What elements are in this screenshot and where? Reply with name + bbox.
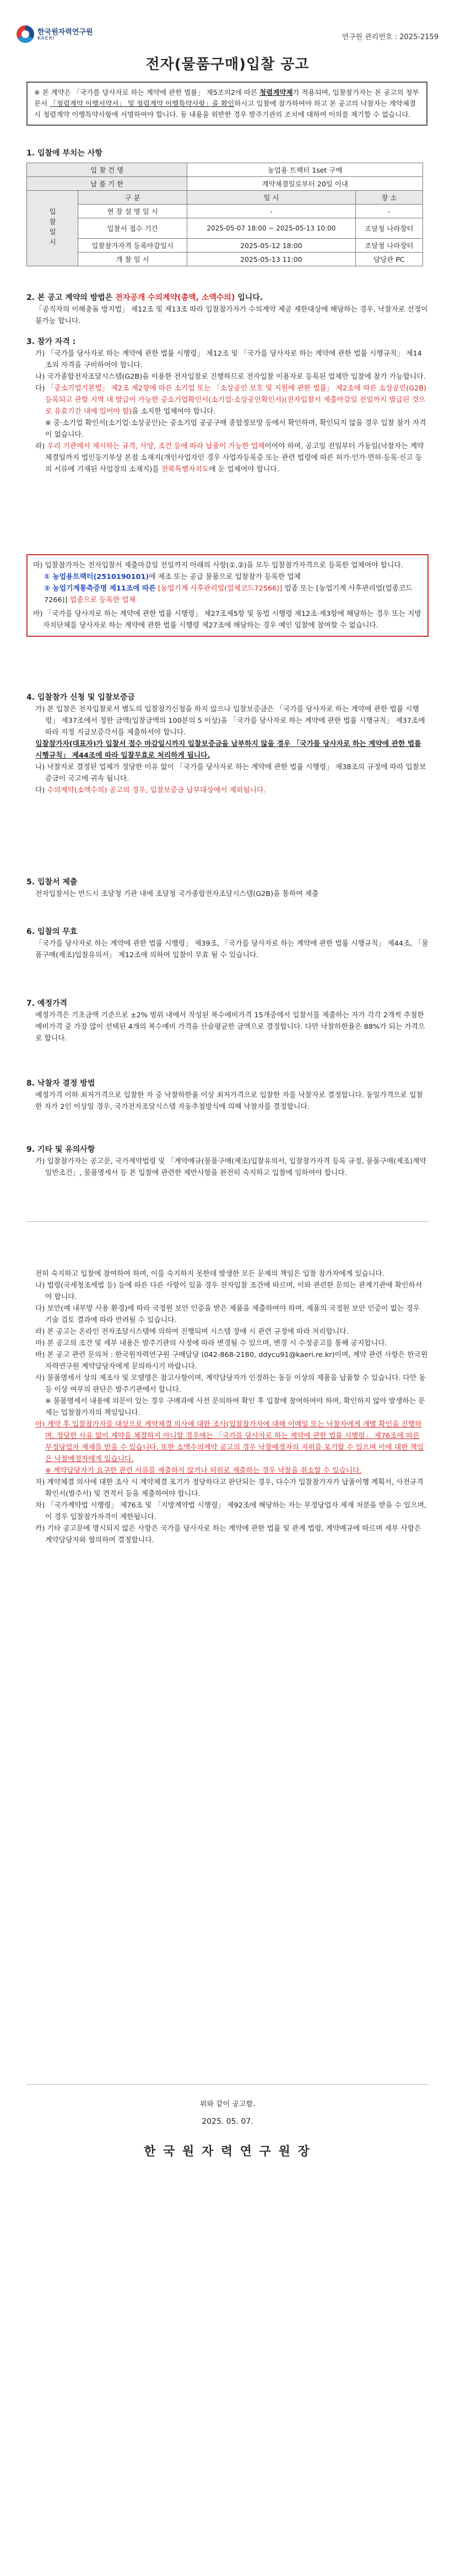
item-prefix: 다) — [35, 786, 47, 795]
kaeri-logo — [17, 23, 93, 45]
table-row — [27, 253, 423, 266]
list-item: 가) 「국가를 당사자로 하는 계약에 관한 법률 시행령」 제12조 및 「국가를 당사자로 하는 계약에 관한 법률 시행규칙」 제14조의 자격을 구비하여야 합니다. — [35, 350, 422, 369]
list-note: ※ 물품명세서 내용에 의문이 있는 경우 구매과에 사전 문의하여 확인 후 입찰에 참여하여야 하며, 확인하지 않아 발생하는 문제는 입찰참가자의 책임입니다. — [45, 1397, 425, 1417]
bid-info-table — [26, 163, 423, 266]
item-prefix: 다) — [35, 384, 47, 393]
list-item: 바) 「국가를 당사자로 하는 계약에 관한 법률 시행령」 제27조제5항 및 동법 시행령 제12조·제3항에 해당하는 경우 또는 지방자치단체를 당사자로 하는 계약에 관한 법률 시행령 제27조에 해당하는 경우 예인 입찰에 참여할 수 없습니다. — [33, 610, 421, 630]
item-rest: 이어야 하며, 공고일 전일부터 가동일(낙찰자는 계약체결일까지 법인등기부상 본점 소재지(개인사업자인 경우 사업자등록증 또는 관련 법령에 따른 허가·인가·면허·등록·신고 등의 서류에 기재된 사업장의 소재지)를 — [45, 442, 424, 474]
logo-english: KAERI — [37, 36, 55, 41]
additional-notes — [26, 1268, 429, 1546]
list-item: 자) 계약체결 의사에 대한 조사 시 계약체결 포기가 정당하다고 판단되는 경우, 다수가 입찰참가자가 납품이행 계획서, 사전규격확인서(발주서) 및 견적서 등을 제출하여야 합니다. — [35, 1478, 424, 1498]
item-prefix: 라) — [35, 442, 47, 450]
red-list-note: ※ 계약담당자가 요구한 관련 서류를 제출하지 않거나 허위로 제출하는 경우 낙찰을 취소할 수 있습니다. — [45, 1467, 362, 1475]
table-row — [27, 191, 423, 205]
requirement-1 — [44, 571, 422, 583]
section-8-body: 예정가격 이하 최저가격으로 입찰한 자 중 낙찰하한율 이상 최저가격으로 입찰한 자를 낙찰자로 결정합니다. 동일가격으로 입찰한 자가 2인 이상일 경우, 국가전자조달시스템 자동추첨방식에 의해 낙찰자를 결정합니다. — [35, 1091, 423, 1111]
requirement-1-rest: 에 제조 또는 공급 물품으로 입찰참가 등록한 업체 — [149, 573, 301, 581]
notice-underline-2: 「청렴계약 이행서약서」 및 청렴계약 이행특약사항」을 확인 — [50, 99, 235, 108]
column-header: 구 분 — [78, 191, 187, 205]
table-row — [27, 239, 423, 253]
issuer-name: 한 국 원 자 력 연 구 원 장 — [144, 2145, 311, 2159]
row-value: 계약체결일로부터 20일 이내 — [187, 177, 423, 191]
kaeri-emblem-icon — [17, 25, 34, 43]
list-item: 나) 국가종합전자조달시스템(G2B)을 이용한 전자입찰로 진행하므로 전자입찰 이용자로 등록된 업체만 입찰에 참가 가능합니다. — [35, 373, 426, 381]
section-9 — [26, 1144, 429, 1179]
list-item: 나) 낙찰자로 결정된 업체가 정당한 이유 없이 「국가를 당사자로 하는 계약에 관한 법률 시행령」 제38조의 규정에 따라 입찰보증금이 국고에 귀속 됩니다. — [35, 763, 426, 783]
page-break-divider — [26, 1221, 429, 1222]
schedule-item: 입찰서 접수 기간 — [78, 218, 187, 239]
deposit-warning: 입찰참가자(대표자)가 입찰서 접수 마감일시까지 입찰보증금을 납부하지 않을 경우 「국가를 당사자로 하는 계약에 관한 법률 시행규칙」 제44조에 따라 입찰무효로 처리하게 됩니다. — [35, 740, 421, 760]
section-6 — [26, 926, 429, 961]
list-item: 가) 본 입찰은 전자입찰로서 별도의 입찰참가신청을 하지 않으나 입찰보증금은 「국가를 당사자로 하는 계약에 관한 법률 시행령」 제37조에서 정한 금액(입찰금액의 100분의 5 이상)을 「국가를 당사자로 하는 계약에 관한 법률 시행규칙」 제37조에 따라 지정 지급보증각서를 제출하셔야 합니다. — [35, 705, 425, 737]
contract-method: 전자공개 수의계약(총액, 소액수의) — [115, 293, 235, 302]
schedule-place: 조달청 나라장터 — [355, 239, 423, 253]
list-item: 다) 보안(예 내부망 사용 환경)에 따라 국정원 보안 인증을 받은 제품을 제출하여야 하며, 제품의 국정원 보안 인증이 없는 경우 기술 검토 결과에 따라 반려될 수 있습니다. — [35, 1305, 420, 1324]
column-header: 장 소 — [355, 191, 423, 205]
section-2-body: 「공직자의 이해충돌 방지법」 제12조 및 제13조 따라 입찰참가자가 수의계약 제공 제한대상에 해당하는 경우, 낙찰자로 선정이 불가능 합니다. — [35, 305, 428, 325]
requirement-2-tail: 업종으로 등록한 업체 — [69, 596, 136, 604]
box-lead: 마) 입찰참가자는 전자입찰서 제출마감일 전일까지 아래의 사항(①,②)을 모두 입찰참가자격으로 등록한 업체여야 합니다. — [33, 561, 403, 570]
announcement-date: 2025. 05. 07. — [202, 2117, 253, 2126]
schedule-side-label: 입찰일시 — [27, 191, 78, 266]
schedule-date: 2025-05-07 18:00 ~ 2025-05-13 10:00 — [187, 218, 355, 239]
item-rest: 을 소지한 업체여야 합니다. — [132, 407, 216, 416]
row-value: 농업용 트랙터 1set 구매 — [187, 163, 423, 177]
supply-red-text: 우리 기관에서 제시하는 규격, 사양, 조건 등에 따라 납품이 가능한 업체 — [47, 442, 265, 450]
row-label: 납 품 기 한 — [27, 177, 187, 191]
section-5-body: 전자입찰서는 반드시 조달청 기관 내에 조달청 국가종합전자조달시스템(G2B)을 통하여 제출 — [35, 890, 319, 898]
document-number — [342, 31, 438, 41]
table-row — [27, 177, 423, 191]
list-item: 마) 본 공고의 조건 및 세부 내용은 발주기관의 사정에 따라 변경될 수 있으며, 변경 시 수정공고를 통해 공지합니다. — [35, 1339, 387, 1348]
list-item: 전히 숙지하고 입찰에 참여하여 하며, 이를 숙지하지 못한데 발생한 모든 문제의 책임은 입찰 참가자에게 있습니다. — [35, 1270, 384, 1278]
requirement-2-red: [농업기계 사후관리업(업체코드72566)] — [155, 584, 283, 593]
registration-requirement-box — [26, 554, 429, 637]
section-9-heading: 9. 기타 및 유의사항 — [26, 1145, 95, 1154]
list-note: ※ 중·소기업 확인서(소기업·소상공인)는 중소기업 공공구매 종합정보망 등에서 확인하며, 확인되지 않을 경우 입찰 참가 자격이 없습니다. — [45, 419, 426, 439]
column-header: 일 시 — [187, 191, 355, 205]
list-item: 나) 법령(국세청조세법 등) 등에 따른 다른 사항이 있을 경우 전자입찰 조건에 따르며, 이와 관련한 문의는 관계기관에 확인하셔야 합니다. — [35, 1281, 422, 1301]
list-item — [35, 383, 429, 417]
section-4 — [26, 692, 429, 796]
section-7-body: 예정가격은 기초금액 기준으로 ±2% 범위 내에서 작성된 복수예비가격 15개중에서 입찰서를 제출하는 자가 각각 2개씩 추첨한 예비가격 중 가장 많이 선택된 4개의 복수예비 가격을 산술평균한 금액으로 결정합니다. 다만 낙찰하한율은 88%가 되는 가격으로 합니다. — [35, 1011, 425, 1043]
section-8 — [26, 1078, 429, 1113]
section-1-heading: 1. 입찰에 부치는 사항 — [26, 149, 102, 158]
section-7 — [26, 998, 429, 1044]
section-3-heading: 3. 참가 자격 : — [26, 337, 76, 346]
notice-underline-1: 청렴계약제 — [259, 88, 293, 96]
table-row — [27, 163, 423, 177]
section-6-heading: 6. 입찰의 무효 — [26, 927, 78, 936]
schedule-place: 조달청 나라장터 — [355, 218, 423, 239]
section-2-heading-text: 2. 본 공고 계약의 방법은 — [26, 293, 116, 302]
schedule-item: 개 찰 일 시 — [78, 253, 187, 266]
schedule-place: 담당관 PC — [355, 253, 423, 266]
footer-divider — [26, 2084, 429, 2085]
notice-text-2: 가 적용되며, 입찰참가자는 본 공고의 청부문서 — [34, 88, 419, 108]
requirement-2-blue: ② 농업기계통측증명 제11조에 따른 — [44, 584, 156, 593]
schedule-item: 입찰참가자격 등록마감일시 — [78, 239, 187, 253]
section-2-heading-end: 입니다. — [235, 293, 263, 302]
list-item: 차) 「국가계약법 시행령」 제76조 및 「지방계약법 시행령」 제92조에 해당하는 자는 부정당업자 제재 처분을 받을 수 있으며, 이 경우 입찰참가자격이 제한됩니다. — [35, 1501, 427, 1521]
region-red-text: 전북특별자치도 — [161, 465, 209, 474]
deposit-exemption: 수의계약(소액수의) 공고의 경우, 입찰보증금 납부대상에서 제외됩니다. — [47, 786, 266, 795]
section-1 — [26, 148, 429, 266]
schedule-date: 2025-05-12 18:00 — [187, 239, 355, 253]
section-5-heading: 5. 입찰서 제출 — [26, 878, 78, 887]
section-4-heading: 4. 입찰참가 신청 및 입찰보증금 — [26, 693, 135, 702]
section-5 — [26, 877, 429, 900]
integrity-notice — [26, 82, 427, 126]
list-item: 라) 본 공고는 온라인 전자조달시스템에 의하여 진행되며 시스템 장애 시 관련 규정에 따라 처리합니다. — [35, 1328, 349, 1336]
requirement-2 — [44, 583, 422, 606]
schedule-date: - — [187, 205, 355, 218]
notice-text-1: ※ 본 계약은 「국가를 당사자로 하는 계약에 관한 법률」 제5조의2에 따른 — [34, 88, 260, 96]
list-item: 가) 입찰참가자는 공고문, 국가계약법령 및 「계약예규(물품구매(제조)입찰유의서, 입찰참가자격 등록 규정, 물품구매(제조)계약일반조건」, 물품명세서 등 본 입찰에 관련한 제반사항을 완전히 숙지하고 입찰에 임하여야 합니다. — [35, 1157, 426, 1177]
section-2-heading — [26, 292, 429, 304]
list-item: 사) 물품명세서 상의 제조사 및 모델명은 참고사항이며, 계약담당자가 인정하는 동등 이상의 제품을 납품할 수 있습니다. 다만 동등 이상 여부의 판단은 발주기관에서 합니다. — [35, 1374, 426, 1394]
row-label: 입 찰 건 명 — [27, 163, 187, 177]
requirement-1-blue: ① 농업용트랙터(2510190101) — [44, 573, 149, 581]
schedule-date: 2025-05-13 11:00 — [187, 253, 355, 266]
table-row — [27, 218, 423, 239]
section-8-heading: 8. 낙찰자 결정 방법 — [26, 1079, 95, 1088]
section-3 — [26, 336, 429, 475]
section-2 — [26, 292, 429, 327]
logo-korean: 한국원자력연구원 — [37, 28, 93, 36]
announcement-line: 위와 같이 공고함. — [199, 2100, 256, 2108]
notice-text-3: 하시고 입찰에 참가하여야 하고 본 공고의 낙찰자는 계약체결 시 청렴계약 이행특약사항에 서명하여야 합니다. 동 내용을 위반한 경우 발주기관의 조치에 대하여 이의를 제기할 수 없습니다. — [34, 99, 416, 119]
header — [17, 23, 438, 45]
doc-number-value: 2025-2159 — [399, 33, 438, 41]
section-7-heading: 7. 예정가격 — [26, 999, 68, 1008]
list-item: 바) 본 공고 관련 문의처 : 한국원자력연구원 구매담당 (042-868-2180, ddycu91@kaeri.re.kr)이며, 계약 관련 사항은 한국원자력연구원 계약담당자에게 문의하시기 바랍니다. — [35, 1351, 428, 1371]
schedule-place: - — [355, 205, 423, 218]
page-title: 전자(물품구매)입찰 공고 — [145, 56, 310, 73]
qualification-red-text: 「중소기업기본법」 제2조 제2항에 따른 소기업 또는 「소상공인 보호 및 지원에 관한 법률」 제2조에 따른 소상공인(G2B) 등록되고 관할 지역 내 발급이 가능한 중소기업확인서(소기업·소상공인확인서)(전자입찰서 제출마감일 전일까지 발급된 것으로 유효기간 내에 있어야 함) — [45, 384, 427, 416]
list-item: 카) 기타 공고문에 명시되지 않은 사항은 국가를 당사자로 하는 계약에 관한 법률 및 관계 법령, 계약예규에 따르며 세부 사항은 계약담당자와 협의하여 결정합니다. — [35, 1525, 421, 1544]
section-6-body: 「국가를 당사자로 하는 계약에 관한 법률 시행령」 제39조, 「국가를 당사자로 하는 계약에 관한 법률 시행규칙」 제44조, 「물품구매(제조)입찰유의서」 제12조에 의하여 입찰이 무효 될 수 있습니다. — [35, 940, 429, 959]
list-item — [35, 785, 429, 796]
requirement-2-rest: 업종 또는 [농업기계 사후관리업(업종코드7266)] — [44, 584, 413, 604]
doc-number-label: 연구원 관리번호 : — [342, 33, 397, 41]
item-end: 에 둔 업체여야 합니다. — [209, 465, 279, 474]
list-item — [35, 441, 429, 475]
red-list-item: 아) 계약 후 입찰참가자를 대상으로 계약체결 의사에 대한 조사(입찰참가자에 대해 이메일 또는 낙찰자에게 개별 확인을 진행하며, 정당한 사유 없이 계약을 체결하지 아니할 경우에는 「국가를 당사자로 하는 계약에 관한 법률 시행령」 제76조에 따른 부정당업자 제재를 받을 수 있습니다. 또한 소액수의계약 공고의 경우 낙찰예정자의 지위를 포기할 수 있으며 이에 대한 책임은 낙찰예정자에게 있습니다. — [35, 1420, 424, 1463]
table-row — [27, 205, 423, 218]
schedule-item: 현 장 설 명 일 시 — [78, 205, 187, 218]
